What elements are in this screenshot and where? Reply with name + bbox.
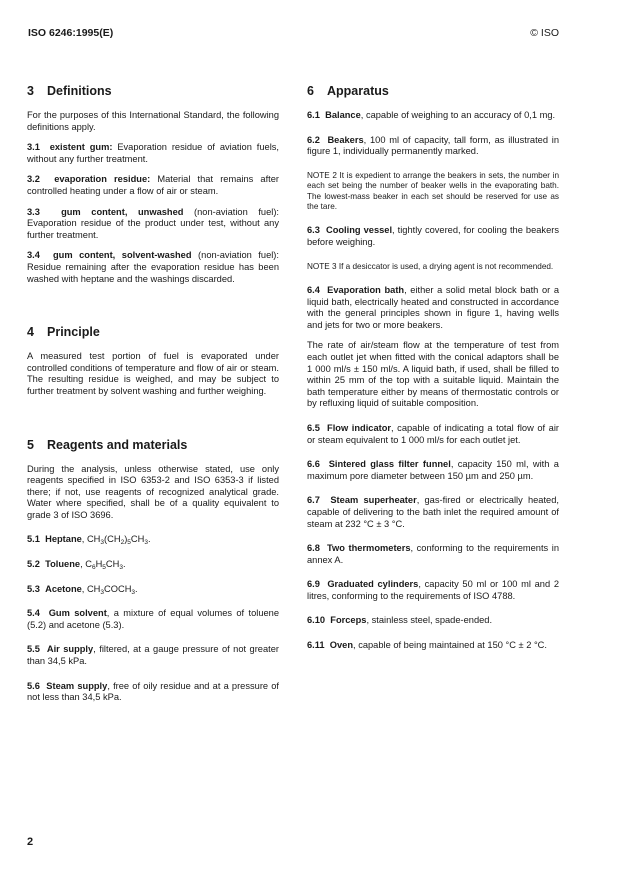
reagent-5-2-toluene: 5.2 Toluene, $C_6H_5CH_3$. — [27, 559, 126, 572]
header-copyright: © ISO — [530, 27, 559, 39]
definitions-intro: For the purposes of this International Standard, the following definitions apply. — [27, 110, 279, 132]
definition-3-2: 3.2 evaporation residue: Material that remains after controlled heating under a flow of air or steam. — [27, 174, 279, 196]
apparatus-6-5: 6.5 Flow indicator, capable of indicating a total flow of air or steam equivalent to 1 000 ml/s for each outlet jet. — [307, 422, 559, 445]
definition-3-3: 3.3 gum content, unwashed (non-aviation fuel): Evaporation residue of the product under test, without any further treatment. — [27, 206, 279, 240]
reagent-5-5: 5.5 Air supply, filtered, at a gauge pressure of not greater than 34,5 kPa. — [27, 644, 279, 667]
reagent-5-3-acetone: 5.3 Acetone, $CH_3COCH_3$. — [27, 583, 138, 596]
apparatus-6-4: 6.4 Evaporation bath, either a solid metal block bath or a liquid bath, electrically heated and constructed in accordance with the general principles shown in figure 1, having wells and jets for two or more beakers. — [307, 285, 559, 330]
definition-3-4: 3.4 gum content, solvent-washed (non-aviation fuel): Residue remaining after the evaporation residue has been washed with heptane and the washings discarded. — [27, 250, 279, 284]
left-column — [27, 84, 279, 704]
header-standard: ISO 6246:1995(E) — [28, 27, 114, 39]
reagents-intro: During the analysis, unless otherwise stated, use only reagents specified in ISO 6353-2 and ISO 6353-3 if listed there; if not, use reagents of recognized analytical grade. Water where specified, shall be of a quality equivalent to grade 3 of ISO 3696. — [27, 463, 279, 520]
apparatus-6-4-paragraph: The rate of air/steam flow at the temperature of test from each outlet jet when fitted with the conical adaptors shall be 1 000 ml/s ± 150 ml/s. A liquid bath, if used, shall be filled to within 25 mm of the top with a suitable liquid. Maintain the bath temperature either by means of thermostatic controls or by refluxing liquid of suitable composition. — [307, 340, 559, 409]
section-6-title: 6 Apparatus — [307, 84, 389, 98]
section-3-title: 3 Definitions — [27, 84, 112, 98]
apparatus-6-11: 6.11 Oven, capable of being maintained at 150 °C ± 2 °C. — [307, 640, 547, 651]
apparatus-6-10: 6.10 Forceps, stainless steel, spade-ended. — [307, 615, 493, 626]
note-2: NOTE 2 It is expedient to arrange the beakers in sets, the number in each set being the number of beaker wells in the evaporating bath. The lowest-mass beaker in each set should be reserved for use as the tare. — [307, 170, 559, 211]
apparatus-6-1: 6.1 Balance, capable of weighing to an accuracy of 0,1 mg. — [307, 110, 556, 120]
reagent-5-1-heptane: 5.1 Heptane, $CH_3(CH_2)_5CH_3$. — [27, 534, 151, 547]
section-4-title: 4 Principle — [27, 325, 100, 340]
apparatus-6-7: 6.7 Steam superheater, gas-fired or electrically heated, capable of delivering to the bath inlet the required amount of steam at 232 °C ± 3 °C. — [307, 495, 559, 529]
principle-text: A measured test portion of fuel is evaporated under controlled conditions of temperature and flow of air or steam. The resulting residue is weighed, and may be subject to further treatment by solvent washing and further weighing. — [27, 351, 279, 396]
section-5-title: 5 Reagents and materials — [27, 437, 188, 452]
definition-3-1: 3.1 existent gum: Evaporation residue of aviation fuels, without any further treatment. — [27, 142, 279, 164]
apparatus-6-3: 6.3 Cooling vessel, tightly covered, for cooling the beakers before weighing. — [307, 225, 559, 247]
reagent-5-6: 5.6 Steam supply, free of oily residue and at a pressure of not less than 34,5 kPa. — [27, 680, 280, 703]
apparatus-6-8: 6.8 Two thermometers, conforming to the requirements in annex A. — [307, 543, 559, 565]
reagent-5-4: 5.4 Gum solvent, a mixture of equal volumes of toluene (5.2) and acetone (5.3). — [27, 608, 280, 630]
apparatus-6-2: 6.2 Beakers, 100 ml of capacity, tall form, as illustrated in figure 1, individually permanently marked. — [307, 134, 559, 157]
apparatus-6-6: 6.6 Sintered glass filter funnel, capacity 150 ml, with a maximum pore diameter between 150 µm and 250 µm. — [307, 459, 559, 481]
right-column — [307, 84, 559, 652]
note-3: NOTE 3 If a desiccator is used, a drying agent is not recommended. — [307, 261, 554, 271]
page-number: 2 — [27, 836, 34, 848]
apparatus-6-9: 6.9 Graduated cylinders, capacity 50 ml or 100 ml and 2 litres, conforming to the requirements of ISO 4788. — [307, 579, 559, 601]
